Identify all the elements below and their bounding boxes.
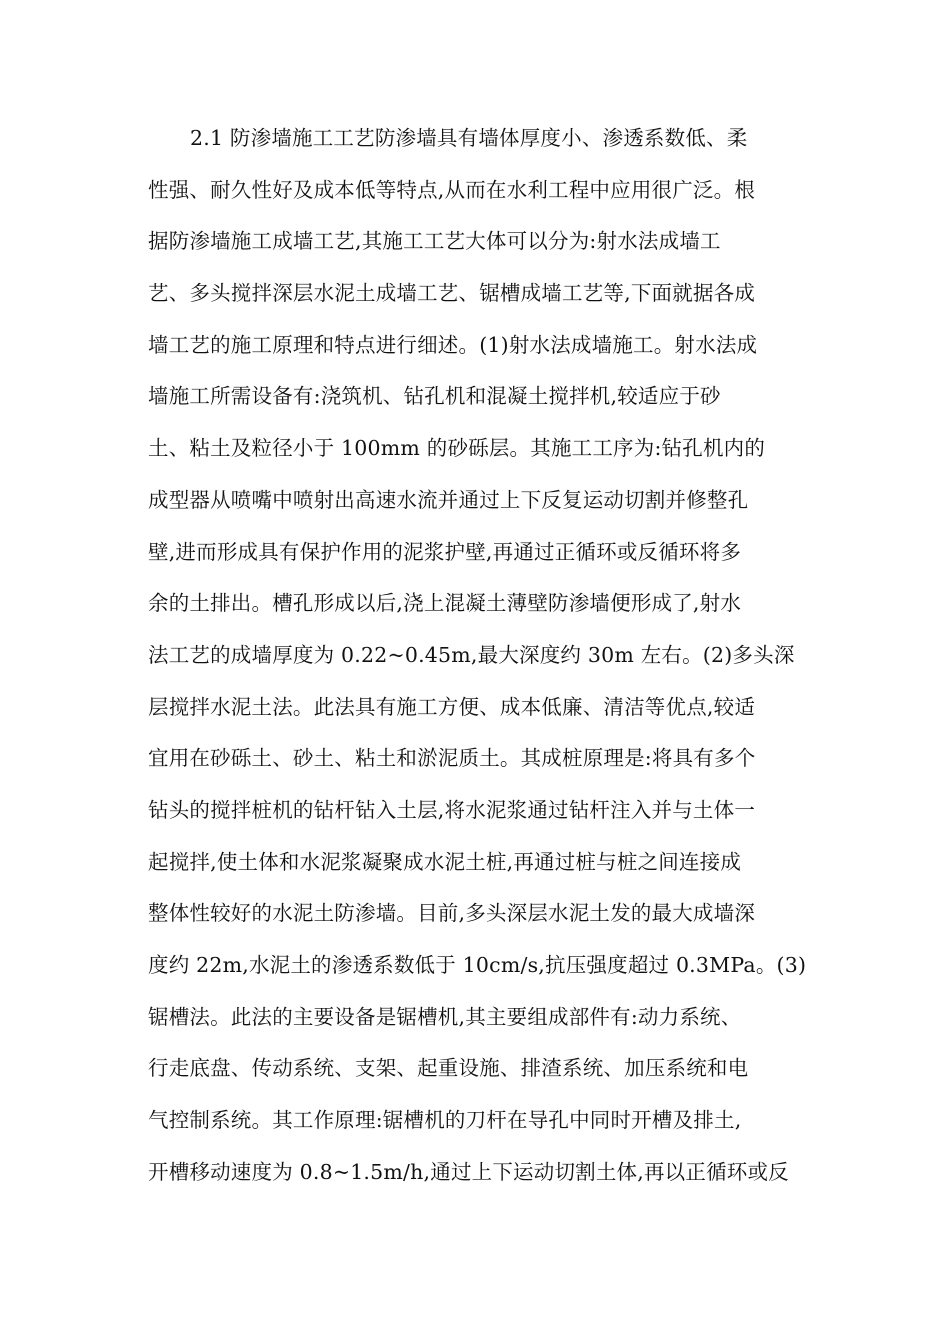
text-line: 壁,进而形成具有保护作用的泥浆护壁,再通过正循环或反循环将多	[148, 539, 742, 564]
text-line: 起搅拌,使土体和水泥浆凝聚成水泥土桩,再通过桩与桩之间连接成	[148, 849, 742, 874]
text-line: 开槽移动速度为 0.8~1.5m/h,通过上下运动切割土体,再以正循环或反	[148, 1159, 789, 1184]
text-line: 成型器从喷嘴中喷射出高速水流并通过上下反复运动切割并修整孔	[148, 487, 749, 512]
text-line: 墙工艺的施工原理和特点进行细述。(1)射水法成墙施工。射水法成	[148, 332, 758, 357]
text-line: 气控制系统。其工作原理:锯槽机的刀杆在导孔中同时开槽及排土,	[148, 1108, 742, 1133]
text-line: 墙施工所需设备有:浇筑机、钻孔机和混凝土搅拌机,较适应于砂	[148, 384, 721, 409]
text-line: 性强、耐久性好及成本低等特点,从而在水利工程中应用很广泛。根	[148, 177, 756, 202]
text-line: 钻头的搅拌桩机的钻杆钻入土层,将水泥浆通过钻杆注入并与土体一	[148, 797, 756, 822]
text-line: 行走底盘、传动系统、支架、起重设施、排渣系统、加压系统和电	[148, 1056, 749, 1081]
text-line: 据防渗墙施工成墙工艺,其施工工艺大体可以分为:射水法成墙工	[148, 229, 721, 254]
text-line: 法工艺的成墙厚度为 0.22~0.45m,最大深度约 30m 左右。(2)多头深	[148, 642, 795, 667]
text-line: 度约 22m,水泥土的渗透系数低于 10cm/s,抗压强度超过 0.3MPa。(3)	[148, 953, 807, 977]
text-line: 层搅拌水泥土法。此法具有施工方便、成本低廉、清洁等优点,较适	[148, 694, 756, 719]
text-line: 余的土排出。槽孔形成以后,浇上混凝土薄壁防渗墙便形成了,射水	[148, 591, 742, 616]
text-line: 宜用在砂砾土、砂土、粘土和淤泥质土。其成桩原理是:将具有多个	[148, 746, 756, 771]
text-line: 艺、多头搅拌深层水泥土成墙工艺、锯槽成墙工艺等,下面就据各成	[148, 281, 756, 306]
text-line: 2.1 防渗墙施工工艺防渗墙具有墙体厚度小、渗透系数低、柔	[190, 126, 748, 150]
body-text	[148, 118, 808, 1203]
text-line: 土、粘土及粒径小于 100mm 的砂砾层。其施工工序为:钻孔机内的	[148, 436, 766, 461]
text-line: 锯槽法。此法的主要设备是锯槽机,其主要组成部件有:动力系统、	[148, 1004, 742, 1029]
text-line: 整体性较好的水泥土防渗墙。目前,多头深层水泥土发的最大成墙深	[148, 901, 756, 926]
